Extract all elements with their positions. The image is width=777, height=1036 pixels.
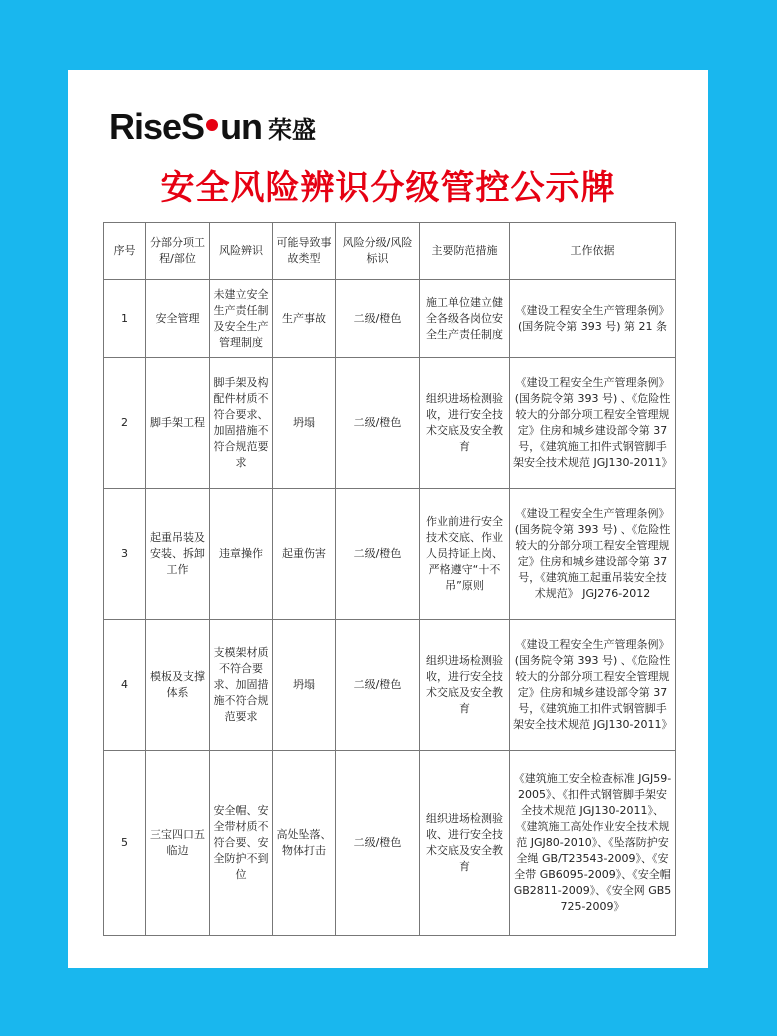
cell-measures: 施工单位建立健全各级各岗位安全生产责任制度: [420, 280, 510, 358]
risk-table: [103, 222, 676, 936]
header-measures: 主要防范措施: [420, 223, 510, 280]
cell-accident: 坍塌: [273, 358, 336, 489]
cell-part: 安全管理: [146, 280, 210, 358]
table-header-row: [104, 223, 676, 280]
header-part: 分部分项工程/部位: [146, 223, 210, 280]
cell-part: 模板及支撑体系: [146, 620, 210, 751]
table-row: [104, 489, 676, 620]
cell-part: 三宝四口五临边: [146, 751, 210, 936]
header-no: 序号: [104, 223, 146, 280]
logo-red-dot: [206, 119, 218, 131]
table-row: [104, 620, 676, 751]
cell-part: 脚手架工程: [146, 358, 210, 489]
table-row: [104, 358, 676, 489]
header-accident: 可能导致事故类型: [273, 223, 336, 280]
cell-basis: 《建设工程安全生产管理条例》(国务院令第 393 号) 第 21 条: [510, 280, 676, 358]
signboard: [68, 70, 708, 968]
cell-risk: 支模架材质不符合要求、加固措施不符合规范要求: [210, 620, 273, 751]
cell-no: 1: [104, 280, 146, 358]
logo-chinese: 荣盛: [268, 115, 317, 144]
cell-level: 二级/橙色: [336, 751, 420, 936]
logo-text-s: S: [181, 106, 205, 147]
cell-measures: 组织进场检测验收、进行安全技术交底及安全教育: [420, 751, 510, 936]
cell-no: 2: [104, 358, 146, 489]
table-row: [104, 280, 676, 358]
cell-basis: 《建筑施工安全检查标准 JGJ59-2005》、《扣件式钢管脚手架安全技术规范 JGJ130-2011》、《建筑施工高处作业安全技术规范 JGJ80-2010》、《坠落防护安全绳 GB/T23543-2009》、《安全带 GB6095-2009》、《安全帽 GB2811-2009》、《安全网 GB5725-2009》: [510, 751, 676, 936]
table-row: [104, 751, 676, 936]
cell-risk: 违章操作: [210, 489, 273, 620]
cell-level: 二级/橙色: [336, 280, 420, 358]
cell-level: 二级/橙色: [336, 489, 420, 620]
cell-level: 二级/橙色: [336, 358, 420, 489]
cell-risk: 安全帽、安全带材质不符合要、安全防护不到位: [210, 751, 273, 936]
header-risk: 风险辨识: [210, 223, 273, 280]
logo-text-left: Rise: [109, 106, 182, 147]
cell-measures: 作业前进行安全技术交底、作业人员持证上岗、严格遵守“十不吊”原则: [420, 489, 510, 620]
cell-accident: 高处坠落、物体打击: [273, 751, 336, 936]
cell-no: 4: [104, 620, 146, 751]
cell-accident: 生产事故: [273, 280, 336, 358]
cell-no: 3: [104, 489, 146, 620]
header-basis: 工作依据: [510, 223, 676, 280]
cell-risk: 脚手架及构配件材质不符合要求、加固措施不符合规范要求: [210, 358, 273, 489]
cell-accident: 起重伤害: [273, 489, 336, 620]
cell-risk: 未建立安全生产责任制及安全生产管理制度: [210, 280, 273, 358]
cell-basis: 《建设工程安全生产管理条例》(国务院令第 393 号) 、《危险性较大的分部分项工程安全管理规定》住房和城乡建设部令第 37 号，《建筑施工起重吊装安全技术规范》 JGJ276-2012: [510, 489, 676, 620]
logo-text-right: un: [220, 106, 263, 147]
cell-measures: 组织进场检测验收，进行安全技术交底及安全教育: [420, 620, 510, 751]
page-title: 安全风险辨识分级管控公示牌: [160, 168, 616, 208]
cell-basis: 《建设工程安全生产管理条例》(国务院令第 393 号) 、《危险性较大的分部分项工程安全管理规定》住房和城乡建设部令第 37 号，《建筑施工扣件式钢管脚手架安全技术规范 JGJ130-2011》: [510, 620, 676, 751]
risesun-logo: [109, 106, 316, 148]
cell-part: 起重吊装及安装、拆卸工作: [146, 489, 210, 620]
cell-measures: 组织进场检测验收，进行安全技术交底及安全教育: [420, 358, 510, 489]
cell-basis: 《建设工程安全生产管理条例》(国务院令第 393 号) 、《危险性较大的分部分项工程安全管理规定》住房和城乡建设部令第 37 号，《建筑施工扣件式钢管脚手架安全技术规范 JGJ130-2011》: [510, 358, 676, 489]
cell-accident: 坍塌: [273, 620, 336, 751]
cell-no: 5: [104, 751, 146, 936]
cell-level: 二级/橙色: [336, 620, 420, 751]
header-level: 风险分级/风险标识: [336, 223, 420, 280]
